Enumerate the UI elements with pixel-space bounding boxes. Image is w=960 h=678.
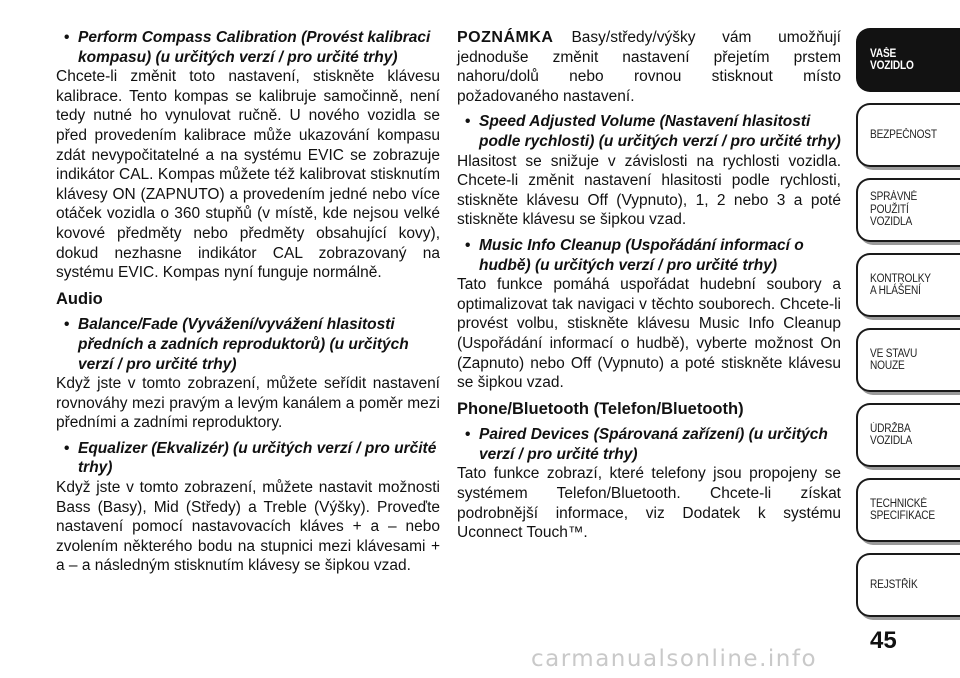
left-column xyxy=(56,28,440,576)
tab-technicke-specifikace[interactable] xyxy=(856,478,960,542)
chapter-tabs xyxy=(856,28,960,628)
heading-phone-bluetooth: Phone/Bluetooth (Telefon/Bluetooth) xyxy=(457,399,744,418)
tab-ve-stavu-nouze[interactable] xyxy=(856,328,960,392)
tab-label: VAŠE VOZIDLO xyxy=(870,47,914,72)
bullet-equalizer: • Equalizer (Ekvalizér) (u určitých verzí / pro určité trhy) xyxy=(56,439,440,478)
paragraph-compass: Chcete-li změnit toto nastavení, stiskněte klávesu kalibrace. Tento kompas se kalibruje samočinně, není tedy nutné ho vynulovat ručně. U nového vozidla se před provedením kalibrace může ukazování kompasu zdát nevypočitatelné a na systému EVIC se zobrazuje indikátor CAL. Kompas můžete též kalibrovat stisknutím klávesy ON (ZAPNUTO) a provedením jedné nebo více otáček vozidla o 360 stupňů (v místě, kde nejsou velké kovové předměty nebo předměty obsahující kovy), dokud nezhasne indikátor CAL zobrazovaný na systému EVIC. Kompas nyní funguje normálně. xyxy=(56,68,440,282)
tab-vase-vozidlo[interactable] xyxy=(856,28,960,92)
paragraph-balance: Když jste v tomto zobrazení, můžete seřídit nastavení rovnováhy mezi pravým a levým kanálem a poměr mezi předními a zadními reproduktory. xyxy=(56,375,440,432)
right-column xyxy=(457,28,841,543)
tab-rejstrik[interactable] xyxy=(856,553,960,617)
tab-udrzba-vozidla[interactable] xyxy=(856,403,960,467)
tab-label: VE STAVU NOUZE xyxy=(870,347,918,372)
tab-kontrolky-a-hlaseni[interactable] xyxy=(856,253,960,317)
tab-label: KONTROLKY A HLÁŠENÍ xyxy=(870,272,931,297)
note-paragraph xyxy=(457,28,841,106)
paragraph-paired-devices: Tato funkce zobrazí, které telefony jsou propojeny se systémem Telefon/Bluetooth. Chcete-li získat podrobnější informace, viz Dodatek k systému Uconnect Touch™. xyxy=(457,465,841,542)
note-title: POZNÁMKA xyxy=(457,29,554,46)
watermark: carmanualsonline.info xyxy=(531,646,818,672)
tab-label: REJSTŘÍK xyxy=(870,578,918,591)
bullet-speed-adjusted-volume: • Speed Adjusted Volume (Nastavení hlasitosti podle rychlosti) (u určitých verzí / pro určité trhy) xyxy=(457,112,841,151)
page-number: 45 xyxy=(870,627,897,654)
tab-label: ÚDRŽBA VOZIDLA xyxy=(870,422,913,447)
bullet-paired-devices: • Paired Devices (Spárovaná zařízení) (u určitých verzí / pro určité trhy) xyxy=(457,425,841,464)
tab-label: SPRÁVNÉ POUŽITÍ VOZIDLA xyxy=(870,191,918,229)
bullet-music-info-cleanup: • Music Info Cleanup (Uspořádání informací o hudbě) (u určitých verzí / pro určité trhy) xyxy=(457,236,841,275)
paragraph-speed-volume: Hlasitost se snižuje v závislosti na rychlosti vozidla. Chcete-li změnit nastavení hlasitosti podle rychlosti, stiskněte klávesu Off (Vypnuto), 1, 2 nebo 3 a poté stiskněte klávesu se šipkou vzad. xyxy=(457,152,841,229)
tab-bezpecnost[interactable] xyxy=(856,103,960,167)
tab-label: BEZPEČNOST xyxy=(870,128,937,141)
tab-label: TECHNICKÉ SPECIFIKACE xyxy=(870,497,935,522)
note-text: Basy/středy/výšky vám umožňují jednoduše změnit nastavení přejetím prstem nahoru/dolů nebo rovnou stisknout místo požadovaného nastavení. xyxy=(457,29,841,105)
paragraph-music-info: Tato funkce pomáhá uspořádat hudební soubory a optimalizovat tak navigaci v těchto souborech. Chcete-li provést volbu, stiskněte klávesu Music Info Cleanup (Uspořádání informací o hudbě), vyberte možnost On (Zapnuto) nebo Off (Vypnuto) a poté stiskněte klávesu se šipkou vzad. xyxy=(457,276,841,392)
tab-spravne-pouziti-vozidla[interactable] xyxy=(856,178,960,242)
heading-audio: Audio xyxy=(56,289,103,308)
paragraph-equalizer: Když jste v tomto zobrazení, můžete nastavit možnosti Bass (Basy), Mid (Středy) a Treble (Výšky). Proveďte nastavení pomocí nastavovacích kláves + a – nebo zvolením některého bodu na stupnici mezi klávesami + a – a následným stisknutím klávesy se šipkou vzad. xyxy=(56,479,440,575)
bullet-compass-calibration: • Perform Compass Calibration (Provést kalibraci kompasu) (u určitých verzí / pro určité trhy) xyxy=(56,28,440,67)
bullet-balance-fade: • Balance/Fade (Vyvážení/vyvážení hlasitosti předních a zadních reproduktorů) (u určitých verzí / pro určité trhy) xyxy=(56,315,440,374)
